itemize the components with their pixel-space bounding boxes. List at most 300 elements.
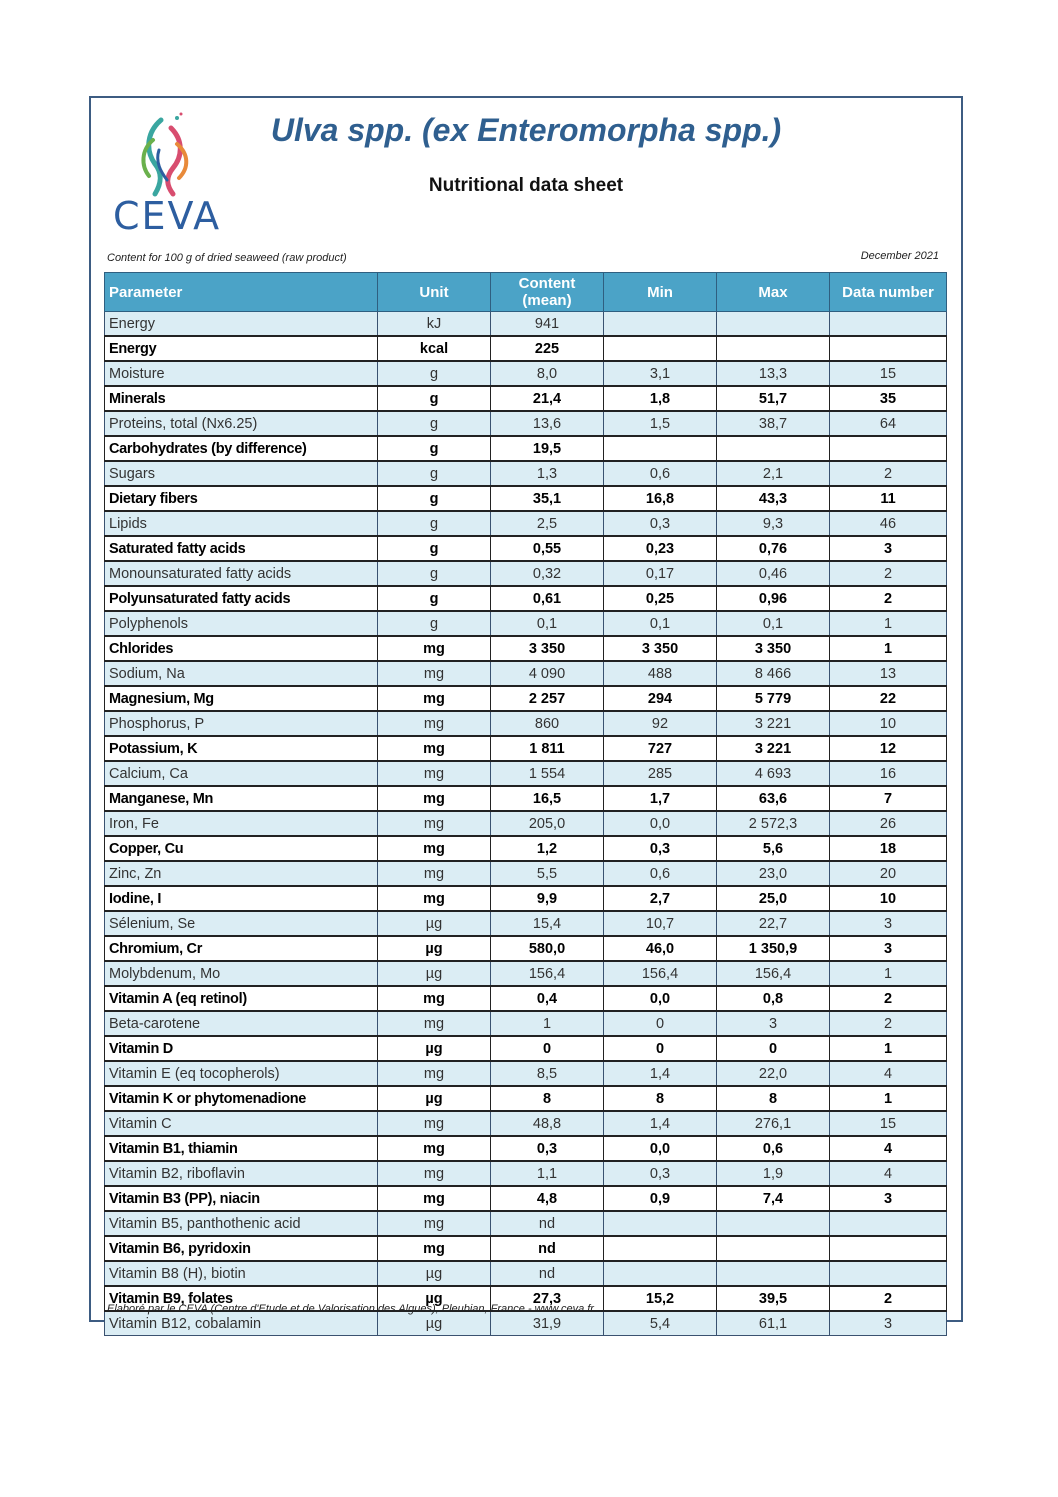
cell-content: 1,1	[491, 1161, 604, 1186]
cell-parameter: Iodine, I	[105, 886, 378, 911]
cell-content: nd	[491, 1261, 604, 1286]
cell-parameter: Proteins, total (Nx6.25)	[105, 411, 378, 436]
cell-content: 0,61	[491, 586, 604, 611]
cell-min: 0,3	[604, 836, 717, 861]
cell-max: 0,1	[717, 611, 830, 636]
cell-content: 860	[491, 711, 604, 736]
cell-data-number: 2	[830, 1286, 947, 1311]
table-row	[105, 461, 947, 486]
data-sheet	[89, 96, 963, 1332]
cell-max	[717, 336, 830, 361]
column-header-data-number: Data number	[830, 273, 947, 312]
cell-parameter: Sugars	[105, 461, 378, 486]
cell-unit: g	[378, 361, 491, 386]
cell-max: 0,96	[717, 586, 830, 611]
cell-parameter: Calcium, Ca	[105, 761, 378, 786]
column-header-content: Content (mean)	[491, 273, 604, 312]
cell-content: 205,0	[491, 811, 604, 836]
cell-min: 10,7	[604, 911, 717, 936]
cell-data-number: 18	[830, 836, 947, 861]
cell-parameter: Manganese, Mn	[105, 786, 378, 811]
cell-unit: g	[378, 561, 491, 586]
cell-min: 1,4	[604, 1111, 717, 1136]
cell-max: 4 693	[717, 761, 830, 786]
cell-parameter: Vitamin B8 (H), biotin	[105, 1261, 378, 1286]
cell-max: 276,1	[717, 1111, 830, 1136]
cell-unit: mg	[378, 886, 491, 911]
cell-data-number: 4	[830, 1161, 947, 1186]
cell-content: 0,3	[491, 1136, 604, 1161]
content-note: Content for 100 g of dried seaweed (raw product)	[107, 252, 347, 264]
cell-data-number: 2	[830, 586, 947, 611]
cell-parameter: Sélenium, Se	[105, 911, 378, 936]
table-row	[105, 1161, 947, 1186]
table-row	[105, 936, 947, 961]
cell-min	[604, 336, 717, 361]
cell-data-number: 15	[830, 1111, 947, 1136]
cell-parameter: Energy	[105, 336, 378, 361]
cell-min: 1,7	[604, 786, 717, 811]
cell-unit: mg	[378, 1211, 491, 1236]
cell-unit: kcal	[378, 336, 491, 361]
cell-max: 156,4	[717, 961, 830, 986]
cell-parameter: Vitamin B1, thiamin	[105, 1136, 378, 1161]
cell-min	[604, 1236, 717, 1261]
cell-content: 21,4	[491, 386, 604, 411]
page-subtitle: Nutritional data sheet	[428, 175, 624, 196]
cell-content: 16,5	[491, 786, 604, 811]
table-row	[105, 861, 947, 886]
cell-unit: g	[378, 411, 491, 436]
cell-content: 0,4	[491, 986, 604, 1011]
cell-parameter: Molybdenum, Mo	[105, 961, 378, 986]
table-row	[105, 811, 947, 836]
cell-min: 0,17	[604, 561, 717, 586]
cell-max: 38,7	[717, 411, 830, 436]
cell-parameter: Carbohydrates (by difference)	[105, 436, 378, 461]
cell-max: 22,0	[717, 1061, 830, 1086]
table-row	[105, 1136, 947, 1161]
cell-max: 1,9	[717, 1161, 830, 1186]
cell-data-number: 10	[830, 711, 947, 736]
cell-content: 0,55	[491, 536, 604, 561]
cell-min: 0,23	[604, 536, 717, 561]
cell-data-number: 11	[830, 486, 947, 511]
table-body	[105, 312, 947, 1336]
cell-max	[717, 1236, 830, 1261]
cell-max: 61,1	[717, 1311, 830, 1336]
cell-content: 1 554	[491, 761, 604, 786]
table-row	[105, 611, 947, 636]
cell-unit: g	[378, 586, 491, 611]
cell-max: 51,7	[717, 386, 830, 411]
table-row	[105, 436, 947, 461]
cell-data-number: 3	[830, 936, 947, 961]
cell-unit: µg	[378, 1086, 491, 1111]
cell-unit: mg	[378, 1111, 491, 1136]
cell-content: 0	[491, 1036, 604, 1061]
table-row	[105, 786, 947, 811]
cell-min: 8	[604, 1086, 717, 1111]
cell-min: 285	[604, 761, 717, 786]
cell-min	[604, 312, 717, 337]
cell-min: 3 350	[604, 636, 717, 661]
table-row	[105, 636, 947, 661]
table-row	[105, 1186, 947, 1211]
cell-unit: µg	[378, 961, 491, 986]
cell-data-number: 15	[830, 361, 947, 386]
cell-content: 941	[491, 312, 604, 337]
cell-data-number: 13	[830, 661, 947, 686]
cell-parameter: Iron, Fe	[105, 811, 378, 836]
cell-content: 1,2	[491, 836, 604, 861]
cell-data-number: 12	[830, 736, 947, 761]
cell-content: 1,3	[491, 461, 604, 486]
table-row	[105, 1061, 947, 1086]
nutrition-table	[104, 272, 947, 1336]
cell-min: 0	[604, 1036, 717, 1061]
cell-content: 5,5	[491, 861, 604, 886]
cell-max: 0,8	[717, 986, 830, 1011]
cell-content: 9,9	[491, 886, 604, 911]
cell-data-number: 2	[830, 1011, 947, 1036]
cell-max: 0	[717, 1036, 830, 1061]
cell-unit: g	[378, 536, 491, 561]
cell-unit: µg	[378, 1036, 491, 1061]
cell-unit: mg	[378, 1011, 491, 1036]
cell-max: 3 221	[717, 736, 830, 761]
cell-data-number: 10	[830, 886, 947, 911]
table-row	[105, 361, 947, 386]
table-header-row	[105, 273, 947, 312]
cell-min: 727	[604, 736, 717, 761]
cell-unit: g	[378, 461, 491, 486]
cell-min: 0,0	[604, 1136, 717, 1161]
cell-parameter: Polyunsaturated fatty acids	[105, 586, 378, 611]
cell-unit: mg	[378, 711, 491, 736]
cell-min	[604, 1261, 717, 1286]
cell-data-number: 20	[830, 861, 947, 886]
cell-content: 2 257	[491, 686, 604, 711]
cell-min: 1,4	[604, 1061, 717, 1086]
cell-parameter: Energy	[105, 312, 378, 337]
page-title: Ulva spp. (ex Enteromorpha spp.)	[270, 112, 782, 148]
cell-data-number: 3	[830, 536, 947, 561]
cell-min: 2,7	[604, 886, 717, 911]
cell-max: 3 350	[717, 636, 830, 661]
cell-max	[717, 312, 830, 337]
cell-parameter: Vitamin D	[105, 1036, 378, 1061]
cell-unit: mg	[378, 811, 491, 836]
table-row	[105, 1111, 947, 1136]
cell-content: 0,1	[491, 611, 604, 636]
cell-min: 5,4	[604, 1311, 717, 1336]
cell-min: 16,8	[604, 486, 717, 511]
cell-max: 5 779	[717, 686, 830, 711]
cell-data-number: 1	[830, 636, 947, 661]
cell-max: 23,0	[717, 861, 830, 886]
cell-parameter: Vitamin B3 (PP), niacin	[105, 1186, 378, 1211]
cell-content: 8	[491, 1086, 604, 1111]
cell-parameter: Vitamin A (eq retinol)	[105, 986, 378, 1011]
table-row	[105, 586, 947, 611]
cell-parameter: Phosphorus, P	[105, 711, 378, 736]
cell-content: 156,4	[491, 961, 604, 986]
cell-content: 0,32	[491, 561, 604, 586]
cell-unit: g	[378, 486, 491, 511]
cell-min: 1,5	[604, 411, 717, 436]
cell-min: 488	[604, 661, 717, 686]
column-header-max: Max	[717, 273, 830, 312]
cell-min: 0,0	[604, 986, 717, 1011]
cell-content: 1	[491, 1011, 604, 1036]
cell-min: 1,8	[604, 386, 717, 411]
cell-max	[717, 436, 830, 461]
cell-data-number: 35	[830, 386, 947, 411]
cell-min	[604, 436, 717, 461]
cell-parameter: Sodium, Na	[105, 661, 378, 686]
cell-min: 0,1	[604, 611, 717, 636]
cell-unit: mg	[378, 836, 491, 861]
cell-max	[717, 1261, 830, 1286]
cell-max: 13,3	[717, 361, 830, 386]
table-row	[105, 711, 947, 736]
cell-parameter: Dietary fibers	[105, 486, 378, 511]
cell-unit: g	[378, 511, 491, 536]
cell-min: 0,3	[604, 511, 717, 536]
sheet-date: December 2021	[860, 250, 939, 262]
cell-data-number: 1	[830, 1036, 947, 1061]
cell-parameter: Lipids	[105, 511, 378, 536]
table-row	[105, 836, 947, 861]
table-row	[105, 761, 947, 786]
column-header-unit: Unit	[378, 273, 491, 312]
cell-min: 0,9	[604, 1186, 717, 1211]
cell-parameter: Vitamin B6, pyridoxin	[105, 1236, 378, 1261]
cell-min: 0,0	[604, 811, 717, 836]
cell-data-number: 3	[830, 1186, 947, 1211]
table-row	[105, 886, 947, 911]
cell-parameter: Chromium, Cr	[105, 936, 378, 961]
table-row	[105, 411, 947, 436]
cell-unit: µg	[378, 936, 491, 961]
cell-unit: mg	[378, 861, 491, 886]
cell-min: 0,3	[604, 1161, 717, 1186]
cell-max: 2 572,3	[717, 811, 830, 836]
cell-unit: mg	[378, 686, 491, 711]
cell-min: 156,4	[604, 961, 717, 986]
cell-content: 19,5	[491, 436, 604, 461]
cell-unit: mg	[378, 761, 491, 786]
cell-parameter: Vitamin B5, panthothenic acid	[105, 1211, 378, 1236]
cell-unit: mg	[378, 661, 491, 686]
cell-min: 294	[604, 686, 717, 711]
table-row	[105, 911, 947, 936]
cell-max: 39,5	[717, 1286, 830, 1311]
cell-unit: mg	[378, 1061, 491, 1086]
table-row	[105, 561, 947, 586]
cell-content: 27,3	[491, 1286, 604, 1311]
cell-unit: g	[378, 386, 491, 411]
cell-unit: mg	[378, 786, 491, 811]
cell-data-number: 64	[830, 411, 947, 436]
cell-data-number: 4	[830, 1061, 947, 1086]
table-row	[105, 1011, 947, 1036]
cell-content: 8,0	[491, 361, 604, 386]
cell-unit: µg	[378, 911, 491, 936]
cell-max: 0,76	[717, 536, 830, 561]
cell-content: 225	[491, 336, 604, 361]
cell-parameter: Polyphenols	[105, 611, 378, 636]
cell-parameter: Zinc, Zn	[105, 861, 378, 886]
cell-min: 92	[604, 711, 717, 736]
cell-data-number	[830, 1236, 947, 1261]
cell-content: 4 090	[491, 661, 604, 686]
cell-unit: mg	[378, 1161, 491, 1186]
cell-parameter: Vitamin C	[105, 1111, 378, 1136]
cell-data-number: 46	[830, 511, 947, 536]
cell-min: 0	[604, 1011, 717, 1036]
cell-max: 0,46	[717, 561, 830, 586]
column-header-parameter: Parameter	[105, 273, 378, 312]
cell-content: 48,8	[491, 1111, 604, 1136]
table-row	[105, 511, 947, 536]
cell-data-number	[830, 436, 947, 461]
table-row	[105, 1211, 947, 1236]
cell-parameter: Vitamin K or phytomenadione	[105, 1086, 378, 1111]
table-row	[105, 1236, 947, 1261]
cell-unit: µg	[378, 1311, 491, 1336]
cell-max: 1 350,9	[717, 936, 830, 961]
cell-data-number: 2	[830, 986, 947, 1011]
cell-unit: µg	[378, 1261, 491, 1286]
cell-unit: µg	[378, 1286, 491, 1311]
cell-max: 63,6	[717, 786, 830, 811]
cell-data-number: 3	[830, 1311, 947, 1336]
cell-content: 1 811	[491, 736, 604, 761]
cell-parameter: Monounsaturated fatty acids	[105, 561, 378, 586]
cell-content: 3 350	[491, 636, 604, 661]
table-row	[105, 736, 947, 761]
cell-min: 0,25	[604, 586, 717, 611]
cell-data-number	[830, 1211, 947, 1236]
cell-parameter: Chlorides	[105, 636, 378, 661]
cell-max: 0,6	[717, 1136, 830, 1161]
table-row	[105, 1036, 947, 1061]
cell-content: 2,5	[491, 511, 604, 536]
table-row	[105, 336, 947, 361]
cell-min: 0,6	[604, 461, 717, 486]
cell-data-number	[830, 312, 947, 337]
table-row	[105, 661, 947, 686]
cell-max: 9,3	[717, 511, 830, 536]
cell-max	[717, 1211, 830, 1236]
cell-content: 15,4	[491, 911, 604, 936]
cell-min: 0,6	[604, 861, 717, 886]
table-row	[105, 1086, 947, 1111]
table-row	[105, 536, 947, 561]
cell-data-number: 4	[830, 1136, 947, 1161]
cell-parameter: Vitamin B12, cobalamin	[105, 1311, 378, 1336]
cell-data-number: 1	[830, 611, 947, 636]
cell-data-number: 2	[830, 561, 947, 586]
cell-data-number: 1	[830, 1086, 947, 1111]
cell-unit: g	[378, 611, 491, 636]
column-header-min: Min	[604, 273, 717, 312]
table-row	[105, 486, 947, 511]
cell-content: 4,8	[491, 1186, 604, 1211]
cell-data-number: 26	[830, 811, 947, 836]
cell-unit: mg	[378, 736, 491, 761]
cell-parameter: Moisture	[105, 361, 378, 386]
cell-parameter: Minerals	[105, 386, 378, 411]
cell-max: 7,4	[717, 1186, 830, 1211]
cell-data-number	[830, 1261, 947, 1286]
cell-unit: mg	[378, 1186, 491, 1211]
cell-unit: g	[378, 436, 491, 461]
cell-content: 580,0	[491, 936, 604, 961]
cell-unit: kJ	[378, 312, 491, 337]
cell-parameter: Vitamin E (eq tocopherols)	[105, 1061, 378, 1086]
cell-unit: mg	[378, 1236, 491, 1261]
cell-max: 22,7	[717, 911, 830, 936]
cell-parameter: Potassium, K	[105, 736, 378, 761]
cell-content: 31,9	[491, 1311, 604, 1336]
cell-min	[604, 1211, 717, 1236]
cell-unit: mg	[378, 636, 491, 661]
table-row	[105, 1261, 947, 1286]
cell-data-number: 3	[830, 911, 947, 936]
cell-max: 25,0	[717, 886, 830, 911]
table-row	[105, 386, 947, 411]
cell-data-number: 1	[830, 961, 947, 986]
cell-content: nd	[491, 1211, 604, 1236]
table-row	[105, 312, 947, 337]
cell-content: nd	[491, 1236, 604, 1261]
footer-credit: Elaboré par le CEVA (Centre d'Etude et de Valorisation des Algues), Pleubian, France - www.ceva.fr	[107, 1303, 594, 1315]
cell-parameter: Beta-carotene	[105, 1011, 378, 1036]
cell-data-number: 22	[830, 686, 947, 711]
logo-text: CEVA	[113, 194, 222, 238]
cell-content: 35,1	[491, 486, 604, 511]
cell-content: 13,6	[491, 411, 604, 436]
cell-data-number: 16	[830, 761, 947, 786]
table-row	[105, 686, 947, 711]
table-row	[105, 961, 947, 986]
cell-max: 3	[717, 1011, 830, 1036]
cell-data-number: 2	[830, 461, 947, 486]
cell-parameter: Vitamin B9, folates	[105, 1286, 378, 1311]
cell-parameter: Magnesium, Mg	[105, 686, 378, 711]
cell-max: 8	[717, 1086, 830, 1111]
cell-max: 2,1	[717, 461, 830, 486]
cell-unit: mg	[378, 1136, 491, 1161]
cell-max: 8 466	[717, 661, 830, 686]
cell-min: 15,2	[604, 1286, 717, 1311]
cell-parameter: Vitamin B2, riboflavin	[105, 1161, 378, 1186]
cell-content: 8,5	[491, 1061, 604, 1086]
cell-max: 5,6	[717, 836, 830, 861]
cell-max: 43,3	[717, 486, 830, 511]
cell-data-number	[830, 336, 947, 361]
cell-parameter: Saturated fatty acids	[105, 536, 378, 561]
cell-min: 3,1	[604, 361, 717, 386]
cell-min: 46,0	[604, 936, 717, 961]
cell-unit: mg	[378, 986, 491, 1011]
cell-max: 3 221	[717, 711, 830, 736]
cell-parameter: Copper, Cu	[105, 836, 378, 861]
table-row	[105, 986, 947, 1011]
